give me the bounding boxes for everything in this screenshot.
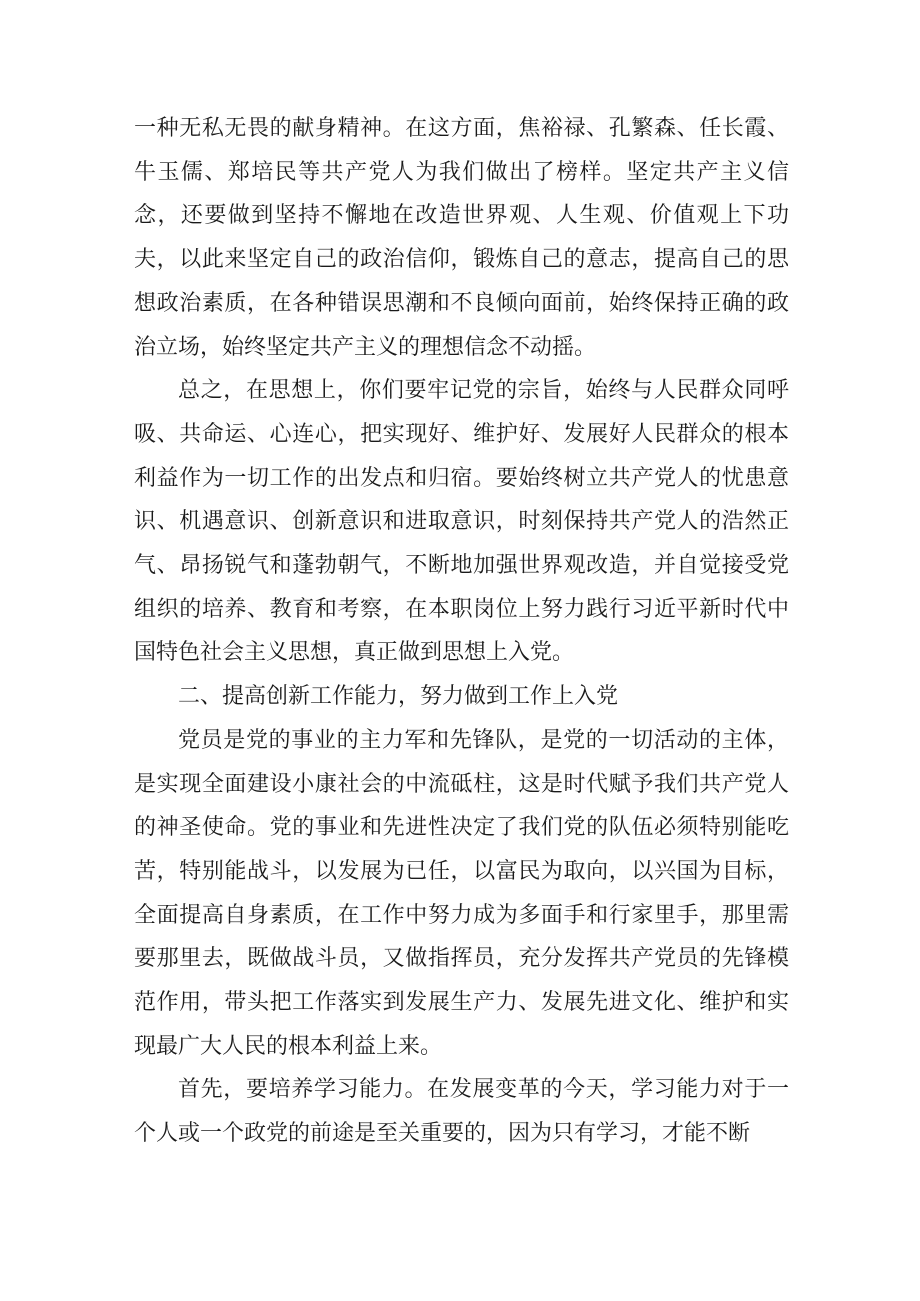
section-heading: 二、提高创新工作能力，努力做到工作上入党 (178, 684, 619, 710)
paragraph-3: 党员是党的事业的主力军和先锋队，是党的一切活动的主体，是实现全面建设小康社会的中流砥柱，这是时代赋予我们共产党人的神圣使命。党的事业和先进性决定了我们党的队伍必须特别能吃苦，特别能战斗，以发展为已任，以富民为取向，以兴国为目标，全面提高自身素质，在工作中努力成为多面手和行家里手，那里需要那里去，既做战斗员，又做指挥员，充分发挥共产党员的先锋模范作用，带头把工作落实到发展生产力、发展先进文化、维护和实现最广大人民的根本利益上来。 (134, 727, 789, 1059)
document-body (134, 107, 789, 1156)
paragraph-1: 一种无私无畏的献身精神。在这方面，焦裕禄、孔繁森、任长霞、牛玉儒、郑培民等共产党人为我们做出了榜样。坚定共产主义信念，还要做到坚持不懈地在改造世界观、人生观、价值观上下功夫，以此来坚定自己的政治信仰，锻炼自己的意志，提高自己的思想政治素质，在各种错误思潮和不良倾向面前，始终保持正确的政治立场，始终坚定共产主义的理想信念不动摇。 (134, 116, 789, 360)
paragraph-2: 总之，在思想上，你们要牢记党的宗旨，始终与人民群众同呼吸、共命运、心连心，把实现好、维护好、发展好人民群众的根本利益作为一切工作的出发点和归宿。要始终树立共产党人的忧患意识、机遇意识、创新意识和进取意识，时刻保持共产党人的浩然正气、昂扬锐气和蓬勃朝气，不断地加强世界观改造，并自觉接受党组织的培养、教育和考察，在本职岗位上努力践行习近平新时代中国特色社会主义思想，真正做到思想上入党。 (134, 378, 789, 666)
paragraph-4: 首先，要培养学习能力。在发展变革的今天，学习能力对于一个人或一个政党的前途是至关重要的，因为只有学习，才能不断 (134, 1077, 789, 1147)
